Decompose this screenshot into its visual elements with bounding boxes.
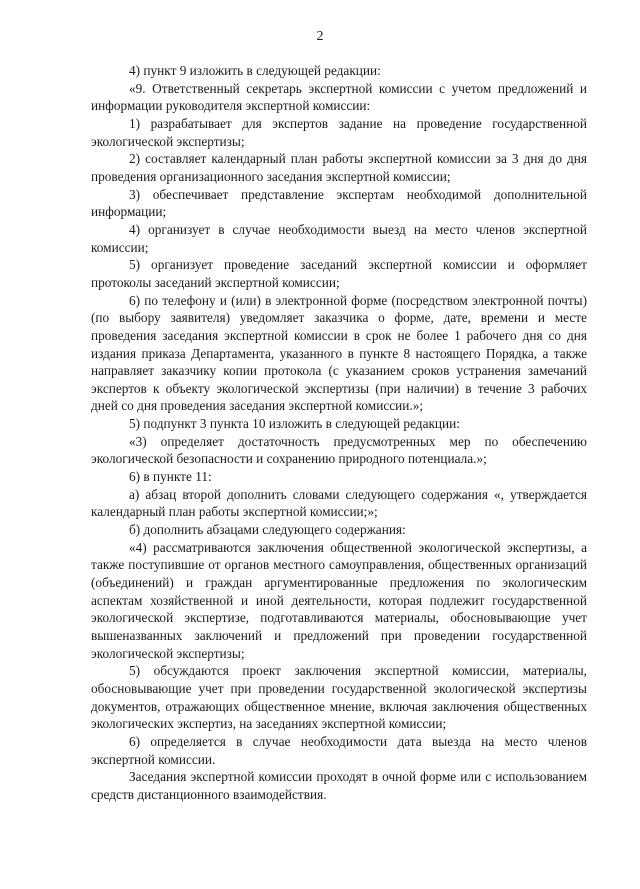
paragraph-item-6-amendment: 6) в пункте 11:	[129, 469, 212, 485]
page-number: 2	[316, 29, 324, 44]
paragraph-item-6-b: б) дополнить абзацами следующего содержания:	[129, 522, 406, 538]
paragraph-clause-9-2: 2) составляет календарный план работы экспертной комиссии за 3 дня до дня проведения организационного заседания экспертной комиссии;	[91, 151, 587, 184]
paragraph-clause-11-5: 5) обсуждаются проект заключения экспертной комиссии, материалы, обосновывающие учет при проведении государственной экологической экспертизы документов, отражающих общественное мнение, включая заключения общественных экологических экспертиз, на заседаниях экспертной комиссии;	[91, 663, 587, 732]
paragraph-clause-9-4: 4) организует в случае необходимости выезд на место членов экспертной комиссии;	[91, 221, 587, 255]
paragraph-meeting-format: Заседания экспертной комиссии проходят в очной форме или с использованием средств дистанционного взаимодействия.	[91, 769, 587, 802]
paragraph-clause-9-intro: «9. Ответственный секретарь экспертной комиссии с учетом предложений и информации руководителя экспертной комиссии:	[91, 80, 587, 114]
paragraph-item-4-amendment: 4) пункт 9 изложить в следующей редакции:	[129, 63, 381, 78]
paragraph-clause-11-6: 6) определяется в случае необходимости дата выезда на место членов экспертной комиссии.	[91, 733, 587, 767]
paragraph-clause-9-5: 5) организует проведение заседаний экспертной комиссии и оформляет протоколы заседаний экспертной комиссии;	[91, 257, 587, 290]
paragraph-clause-11-4: «4) рассматриваются заключения общественной экологической экспертизы, а также поступившие от органов местного самоуправления, общественных организаций (объединений) и граждан аргументированные предложения по экологическим аспектам хозяйственной и иной деятельности, которая подлежит государственной экологической экспертизе, подготавливаются материалы, обосновывающие учет вышеназванных заключений и предложений при проведении государственной экологической экспертизы;	[91, 539, 587, 661]
paragraph-clause-9-3: 3) обеспечивает представление экспертам необходимой дополнительной информации;	[91, 186, 587, 220]
paragraph-clause-9-1: 1) разрабатывает для экспертов задание на проведение государственной экологической экспертизы;	[91, 115, 587, 149]
paragraph-clause-9-6: 6) по телефону и (или) в электронной форме (посредством электронной почты) (по выбору заявителя) уведомляет заказчика о форме, дате, времени и месте проведения заседания экспертной комиссии в срок не более 1 рабочего дня со дня издания приказа Департамента, указанного в пункте 8 настоящего Порядка, а также направляет заказчику копии протокола (с указанием сроков устранения замечаний экспертов к объекту экологической экспертизы (при наличии) в течение 3 рабочих дней со дня проведения заседания экспертной комиссии.»;	[91, 292, 587, 414]
document-body	[91, 62, 587, 804]
paragraph-item-6-a: а) абзац второй дополнить словами следующего содержания «, утверждается календарный план работы экспертной комиссии;»;	[91, 486, 587, 520]
paragraph-clause-10-3: «3) определяет достаточность предусмотренных мер по обеспечению экологической безопасности и сохранению природного потенциала.»;	[91, 433, 587, 467]
paragraph-item-5-amendment: 5) подпункт 3 пункта 10 изложить в следующей редакции:	[129, 416, 460, 432]
